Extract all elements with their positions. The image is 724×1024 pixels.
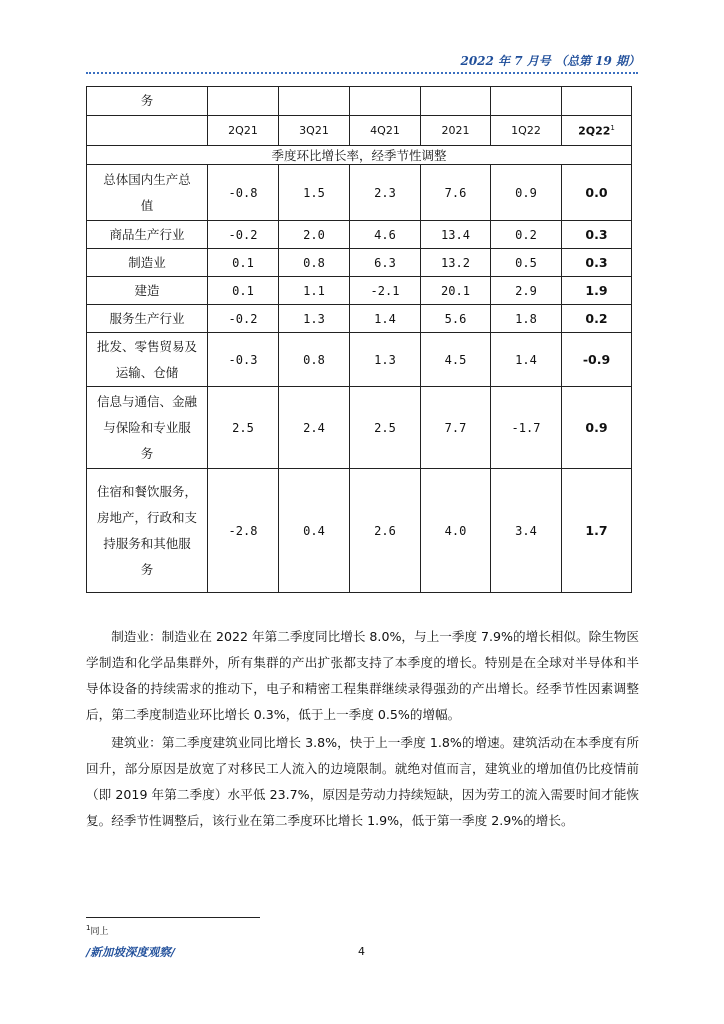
quarter-header: 2Q21 [208, 116, 279, 146]
value-cell: 6.3 [350, 249, 421, 277]
value-cell: 4.0 [421, 469, 491, 593]
value-cell-2q22: 0.9 [562, 387, 632, 469]
paragraph-construction: 建筑业：第二季度建筑业同比增长 3.8%，快于上一季度 1.8%的增速。建筑活动在本季度有所回升，部分原因是放宽了对移民工人流入的边境限制。就绝对值而言，建筑业的增加值仍比疫情前（即 2019 年第二季度）水平低 23.7%，原因是劳动力持续短缺，因为劳工的流入需要时间才能恢复。经季节性调整后，该行业在第二季度环比增长 1.9%，低于第一季度 2.9%的增长。 [86, 735, 639, 828]
value-cell: 2.5 [208, 387, 279, 469]
row-label: 商品生产行业 [87, 221, 208, 249]
value-cell: 0.9 [491, 165, 562, 221]
quarter-header: 2Q22$^1$ [562, 116, 632, 146]
value-cell: -2.8 [208, 469, 279, 593]
footnote [86, 924, 108, 937]
row-label: 信息与通信、金融 与保险和专业服 务 [87, 387, 208, 469]
value-cell: -0.8 [208, 165, 279, 221]
table-row [87, 277, 632, 305]
value-cell: 0.8 [279, 249, 350, 277]
value-cell: 1.3 [350, 333, 421, 387]
value-cell: 2.6 [350, 469, 421, 593]
value-cell: 13.4 [421, 221, 491, 249]
value-cell: 20.1 [421, 277, 491, 305]
value-cell: 7.7 [421, 387, 491, 469]
table-subheader: 季度环比增长率，经季节性调整 [87, 146, 632, 165]
value-cell: 3.4 [491, 469, 562, 593]
value-cell-2q22: 0.3 [562, 249, 632, 277]
value-cell: 1.3 [279, 305, 350, 333]
value-cell-2q22: 1.7 [562, 469, 632, 593]
paragraph-manufacturing: 制造业：制造业在 2022 年第二季度同比增长 8.0%，与上一季度 7.9%的增长相似。除生物医学制造和化学品集群外，所有集群的产出扩张都支持了本季度的增长。特别是在全球对半导体和半导体设备的持续需求的推动下，电子和精密工程集群继续录得强劲的产出增长。经季节性因素调整后，第二季度制造业环比增长 0.3%，低于上一季度 0.5%的增幅。 [86, 629, 639, 722]
value-cell: 1.5 [279, 165, 350, 221]
table-row [87, 387, 632, 469]
empty-cell [421, 87, 491, 116]
footnote-divider [86, 917, 260, 918]
empty-cell [491, 87, 562, 116]
value-cell: 7.6 [421, 165, 491, 221]
value-cell: 0.5 [491, 249, 562, 277]
empty-cell [562, 87, 632, 116]
empty-cell [87, 116, 208, 146]
row-label: 住宿和餐饮服务， 房地产，行政和支 持服务和其他服 务 [87, 469, 208, 593]
growth-table [86, 86, 632, 593]
value-cell-2q22: 0.0 [562, 165, 632, 221]
quarter-header: 4Q21 [350, 116, 421, 146]
table-row [87, 305, 632, 333]
empty-cell [350, 87, 421, 116]
table-row [87, 165, 632, 221]
value-cell: 1.8 [491, 305, 562, 333]
page-number: 4 [358, 945, 365, 958]
value-cell: 0.4 [279, 469, 350, 593]
empty-cell [279, 87, 350, 116]
value-cell-2q22: 0.3 [562, 221, 632, 249]
table-row [87, 221, 632, 249]
value-cell: 0.8 [279, 333, 350, 387]
table-top-fragment: 务 [87, 87, 208, 116]
value-cell: -2.1 [350, 277, 421, 305]
table-row [87, 469, 632, 593]
table-row [87, 333, 632, 387]
value-cell: -0.2 [208, 305, 279, 333]
value-cell: 1.4 [491, 333, 562, 387]
body-text [86, 624, 639, 836]
quarter-header: 1Q22 [491, 116, 562, 146]
footer-brand: /新加坡深度观察/ [86, 945, 175, 959]
header-divider [86, 72, 638, 74]
value-cell-2q22: 1.9 [562, 277, 632, 305]
empty-cell [208, 87, 279, 116]
row-label: 批发、零售贸易及 运输、仓储 [87, 333, 208, 387]
quarter-header: 2021 [421, 116, 491, 146]
table-row [87, 249, 632, 277]
footnote-ref: 1 [610, 123, 615, 132]
value-cell: 4.6 [350, 221, 421, 249]
value-cell: 2.5 [350, 387, 421, 469]
value-cell: -1.7 [491, 387, 562, 469]
row-label: 总体国内生产总 值 [87, 165, 208, 221]
value-cell: 2.4 [279, 387, 350, 469]
row-label: 制造业 [87, 249, 208, 277]
value-cell: -0.2 [208, 221, 279, 249]
value-cell: 2.0 [279, 221, 350, 249]
value-cell-2q22: 0.2 [562, 305, 632, 333]
value-cell: 0.1 [208, 249, 279, 277]
value-cell: -0.3 [208, 333, 279, 387]
value-cell: 0.1 [208, 277, 279, 305]
value-cell: 0.2 [491, 221, 562, 249]
value-cell: 2.3 [350, 165, 421, 221]
footnote-mark: 1 [86, 924, 91, 932]
value-cell: 13.2 [421, 249, 491, 277]
row-label: 建造 [87, 277, 208, 305]
row-label: 服务生产行业 [87, 305, 208, 333]
value-cell: 1.1 [279, 277, 350, 305]
value-cell: 5.6 [421, 305, 491, 333]
value-cell: 2.9 [491, 277, 562, 305]
footnote-text: 同上 [90, 927, 109, 937]
quarter-header: 3Q21 [279, 116, 350, 146]
issue-header: 2022 年 7 月号 （总第 19 期） [460, 54, 640, 68]
value-cell: 4.5 [421, 333, 491, 387]
value-cell: 1.4 [350, 305, 421, 333]
value-cell-2q22: -0.9 [562, 333, 632, 387]
